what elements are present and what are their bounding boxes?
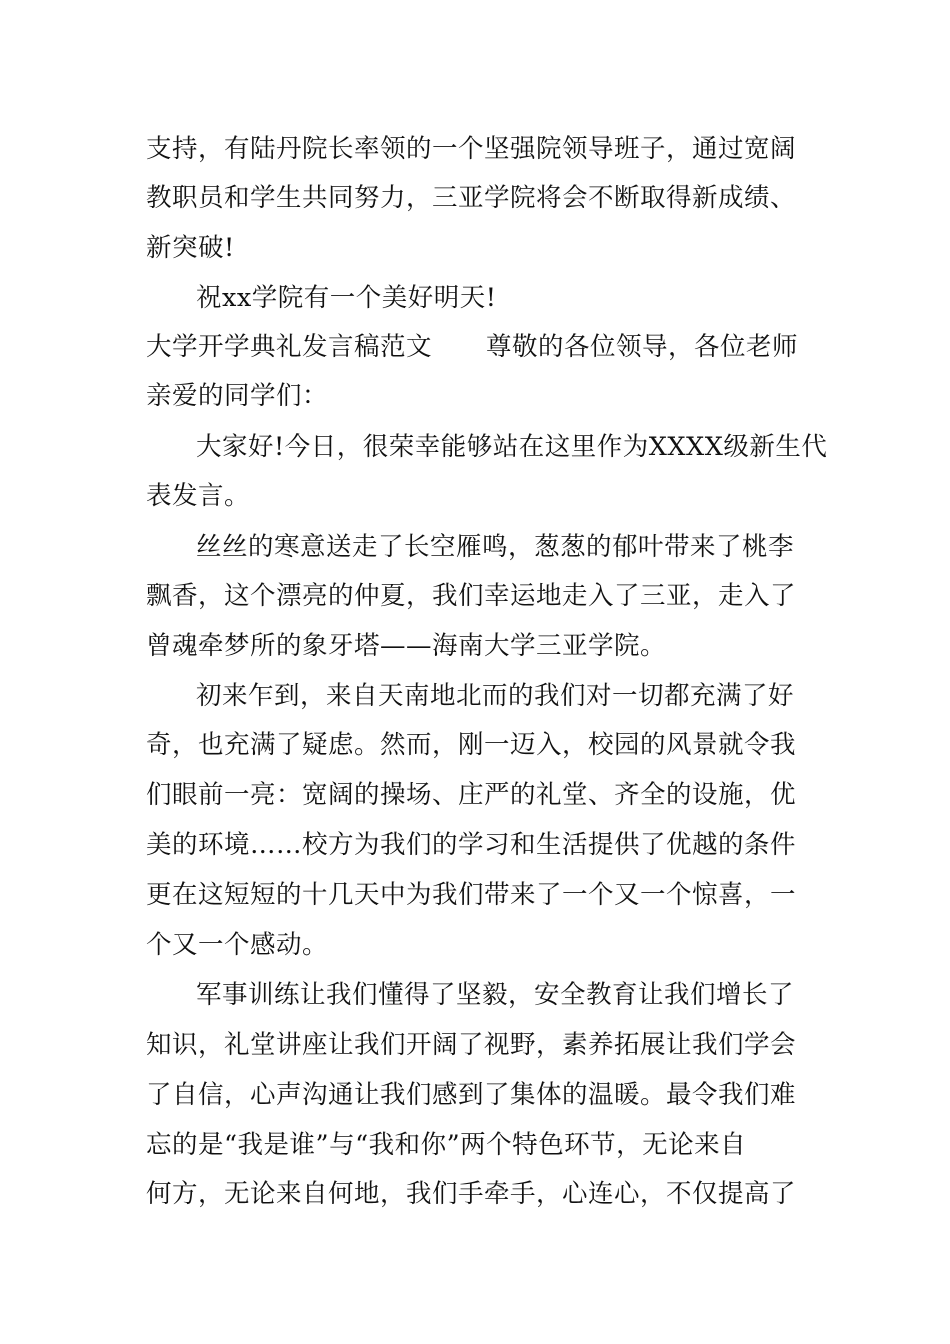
text-line: 教职员和学生共同努力，三亚学院将会不断取得新成绩、 — [146, 183, 797, 213]
text-line: 丝丝的寒意送走了长空雁鸣，葱葱的郁叶带来了桃李 — [196, 532, 795, 562]
text-line: 大家好!今日，很荣幸能够站在这里作为XXXX级新生代 — [196, 432, 828, 462]
text-line: 初来乍到，来自天南地北而的我们对一切都充满了好 — [196, 681, 795, 711]
text-line: 们眼前一亮：宽阔的操场、庄严的礼堂、齐全的设施，优 — [146, 780, 797, 810]
text-line: 个又一个感动。 — [146, 930, 329, 960]
text-line: 表发言。 — [146, 481, 251, 511]
salutation: 尊敬的各位领导，各位老师 — [486, 332, 799, 362]
article-title: 大学开学典礼发言稿范文 — [146, 332, 433, 362]
text-line: 曾魂牵梦所的象牙塔——海南大学三亚学院。 — [146, 631, 667, 661]
text-line: 知识，礼堂讲座让我们开阔了视野，素养拓展让我们学会 — [146, 1030, 797, 1060]
text-line: 何方，无论来自何地，我们手牵手，心连心，不仅提高了 — [146, 1179, 797, 1209]
text-line: 新突破! — [146, 233, 235, 263]
text-line: 更在这短短的十几天中为我们带来了一个又一个惊喜，一 — [146, 880, 797, 910]
text-line: 美的环境……校方为我们的学习和生活提供了优越的条件 — [146, 830, 797, 860]
text-line: 飘香，这个漂亮的仲夏，我们幸运地走入了三亚，走入了 — [146, 581, 797, 611]
text-line: 祝xx学院有一个美好明天! — [196, 283, 497, 313]
text-line: 军事训练让我们懂得了坚毅，安全教育让我们增长了 — [196, 980, 795, 1010]
text-line: 了自信，心声沟通让我们感到了集体的温暖。最令我们难 — [146, 1080, 797, 1110]
text-line: 奇，也充满了疑虑。然而，刚一迈入，校园的风景就令我 — [146, 730, 797, 760]
title-line — [146, 331, 798, 363]
text-line: 亲爱的同学们： — [146, 381, 329, 411]
text-line: 支持，有陆丹院长率领的一个坚强院领导班子，通过宽阔 — [146, 134, 797, 164]
text-line: 忘的是“我是谁”与“我和你”两个特色环节，无论来自 — [146, 1130, 747, 1160]
